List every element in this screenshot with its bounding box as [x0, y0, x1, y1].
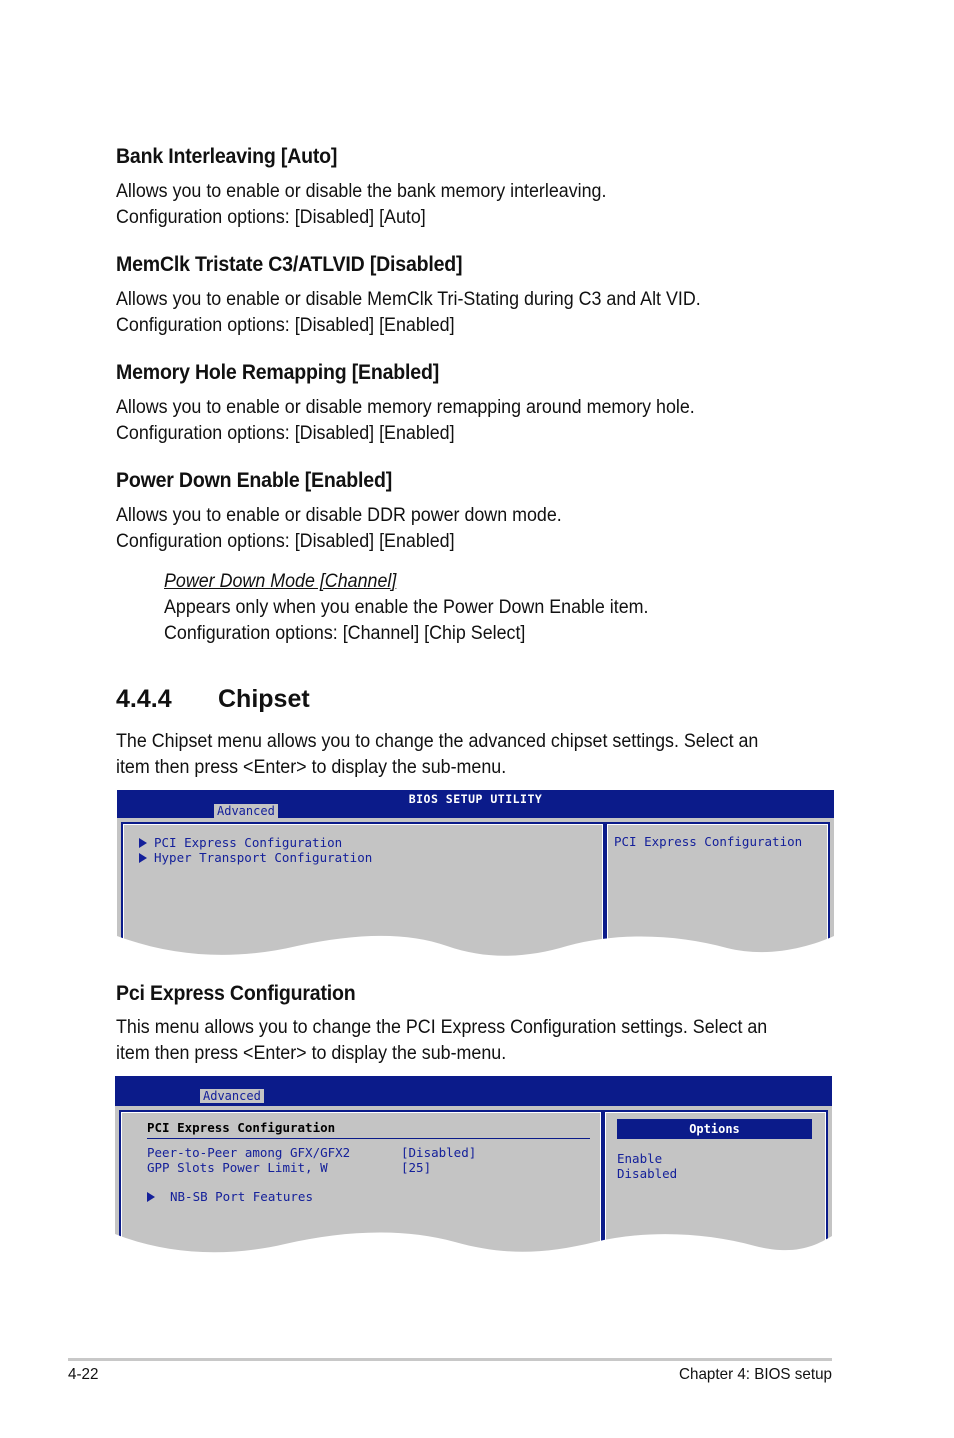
desc-bank-interleaving: [116, 179, 606, 231]
heading-memclk-tristate: MemClk Tristate C3/ATLVID [Disabled]: [116, 253, 463, 276]
desc-line: Allows you to enable or disable the bank memory interleaving.: [116, 181, 607, 202]
desc-memory-hole-remapping: [116, 395, 695, 447]
section-heading-chipset: [116, 685, 310, 714]
desc-line: This menu allows you to change the PCI Express Configuration settings. Select an: [116, 1017, 768, 1038]
desc-line: Allows you to enable or disable memory remapping around memory hole.: [116, 397, 695, 418]
desc-power-down-enable: [116, 503, 562, 555]
desc-line: The Chipset menu allows you to change the advanced chipset settings. Select an: [116, 731, 759, 752]
desc-chipset: [116, 729, 758, 781]
tab-advanced[interactable]: Advanced: [200, 1089, 264, 1103]
bios-title: BIOS SETUP UTILITY: [408, 792, 543, 806]
help-text: PCI Express Configuration: [614, 834, 803, 849]
desc-line: Allows you to enable or disable DDR power down mode.: [116, 505, 562, 526]
option-disabled[interactable]: Disabled: [617, 1166, 678, 1181]
subsection-power-down-mode: [164, 569, 648, 647]
options-header: Options: [617, 1119, 812, 1139]
options-line: Configuration options: [Disabled] [Enabled]: [116, 531, 455, 552]
heading-memory-hole-remapping: Memory Hole Remapping [Enabled]: [116, 361, 440, 384]
tab-advanced[interactable]: Advanced: [214, 804, 278, 818]
footer-chapter: Chapter 4: BIOS setup: [679, 1366, 832, 1383]
menu-item-label: Hyper Transport Configuration: [154, 850, 373, 865]
bios-screen-pci-express: [115, 1076, 832, 1262]
footer-rule: [68, 1358, 832, 1361]
panel-title: PCI Express Configuration: [147, 1120, 336, 1135]
heading-pci-express-configuration: Pci Express Configuration: [116, 982, 356, 1005]
torn-edge-decoration: [115, 1076, 832, 1262]
heading-bank-interleaving: Bank Interleaving [Auto]: [116, 145, 338, 168]
setting-label: Peer-to-Peer among GFX/GFX2: [147, 1145, 351, 1160]
options-line: Configuration options: [Disabled] [Enabled]: [116, 315, 455, 336]
menu-item-label: NB-SB Port Features: [170, 1189, 313, 1204]
heading-power-down-enable: Power Down Enable [Enabled]: [116, 469, 393, 492]
desc-line: item then press <Enter> to display the sub-menu.: [116, 757, 507, 778]
option-enable[interactable]: Enable: [617, 1151, 663, 1166]
setting-label: GPP Slots Power Limit, W: [147, 1160, 328, 1175]
desc-line: item then press <Enter> to display the sub-menu.: [116, 1043, 507, 1064]
desc-line: Appears only when you enable the Power Down Enable item.: [164, 597, 649, 618]
section-title: Chipset: [218, 685, 310, 713]
subsection-title: Power Down Mode [Channel]: [164, 571, 397, 592]
options-line: Configuration options: [Disabled] [Enabled]: [116, 423, 455, 444]
footer-page-number: 4-22: [68, 1366, 99, 1383]
section-number: 4.4.4: [116, 685, 172, 713]
desc-memclk-tristate: [116, 287, 701, 339]
options-line: Configuration options: [Disabled] [Auto]: [116, 207, 426, 228]
bios-screen-chipset: [117, 790, 834, 964]
setting-value: [Disabled]: [401, 1145, 477, 1160]
desc-pci-express-configuration: [116, 1015, 767, 1067]
options-line: Configuration options: [Channel] [Chip Select]: [164, 623, 526, 644]
setting-value: [25]: [401, 1160, 432, 1175]
desc-line: Allows you to enable or disable MemClk Tri-Stating during C3 and Alt VID.: [116, 289, 701, 310]
menu-item-label: PCI Express Configuration: [154, 835, 343, 850]
torn-edge-decoration: [117, 790, 834, 964]
